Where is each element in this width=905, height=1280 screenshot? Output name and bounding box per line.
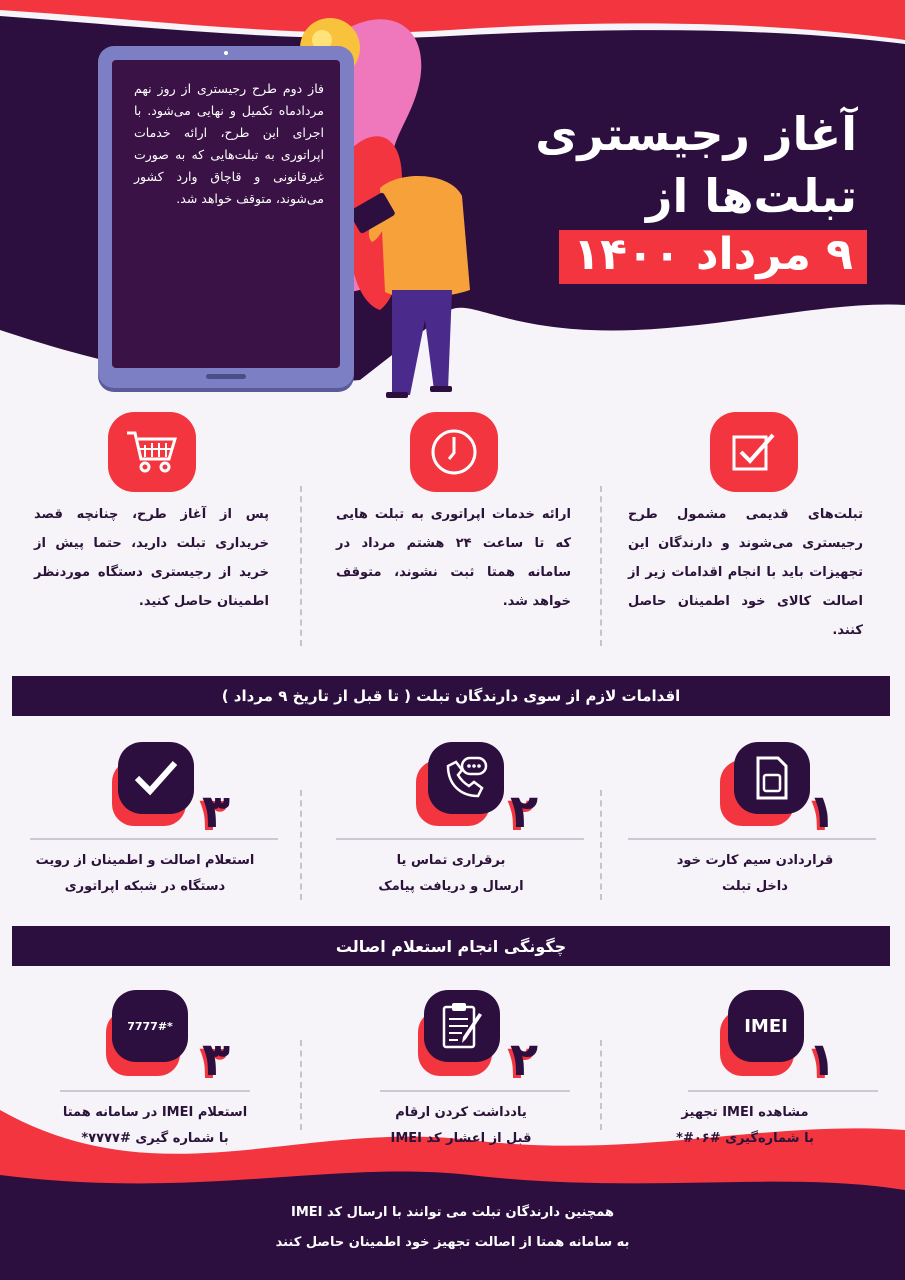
step3-text — [20, 1100, 290, 1152]
step2-number: ۲ — [510, 784, 539, 838]
intro-icon-box-3 — [108, 412, 196, 492]
step1-number: ۱ — [808, 1032, 837, 1086]
intro-icon-box-2 — [410, 412, 498, 492]
imei-icon: IMEI — [728, 990, 804, 1062]
step3-number: ۳ — [202, 784, 231, 838]
clipboard-icon-box — [424, 990, 500, 1062]
ussd-code-icon: *7777# — [112, 990, 188, 1062]
divider — [30, 838, 278, 840]
clock-icon — [429, 427, 479, 477]
phone-message-icon — [442, 754, 490, 802]
step2-number: ۲ — [510, 1032, 539, 1086]
tablet-home-bar — [206, 374, 246, 379]
intro-text-2: ارائه خدمات اپراتوری به تبلت هایی که تا ساعت ۲۴ هشتم مرداد در سامانه همتا ثبت نشوند، متوقف خواهد شد. — [336, 507, 571, 609]
title-date: ۹ مرداد ۱۴۰۰ — [559, 230, 867, 284]
divider — [336, 838, 584, 840]
clipboard-pen-icon — [438, 1001, 486, 1051]
divider — [380, 1090, 570, 1092]
step1-number: ۱ — [808, 784, 837, 838]
intro-icon-box-1 — [710, 412, 798, 492]
divider — [60, 1090, 250, 1092]
divider — [300, 1040, 302, 1130]
step3-line2: دستگاه در شبکه اپراتوری — [64, 879, 226, 894]
step2-text — [316, 848, 586, 900]
step3-number: ۳ — [202, 1032, 231, 1086]
step2-line2: قبل از اعشار کد IMEI — [390, 1131, 532, 1146]
intro-text-3: پس از آغاز طرح، چنانچه قصد خریداری تبلت دارید، حتما پیش از خرید از رجیستری دستگاه موردنظر اطمینان حاصل کنید. — [34, 507, 269, 609]
title-line-2: تبلت‌ها از — [646, 169, 857, 223]
section2-banner: چگونگی انجام استعلام اصالت — [12, 926, 890, 966]
step2-line1: برقراری تماس یا — [396, 853, 506, 868]
step3-line2: با شماره گیری #۷۷۷۷* — [81, 1131, 229, 1146]
title-line-1: آغاز رجیستری — [535, 107, 857, 161]
tablet-illustration — [98, 46, 354, 388]
tablet-screen — [112, 60, 340, 368]
step3-text — [10, 848, 280, 900]
step3-line1: استعلام IMEI در سامانه همتا — [62, 1105, 248, 1120]
checkbox-icon — [731, 431, 777, 473]
divider — [688, 1090, 878, 1092]
sim-card-icon — [755, 755, 789, 801]
step2-line1: یادداشت کردن ارقام — [395, 1105, 527, 1120]
tablet-paragraph: فاز دوم طرح رجیستری از روز نهم مردادماه تکمیل و نهایی می‌شود. با اجرای این طرح، ارائه خدمات اپراتوری به تبلت‌هایی که به صورت غیرقانونی و قاچاق وارد کشور می‌شوند، متوقف خواهد شد. — [134, 81, 324, 206]
step2-text — [326, 1100, 596, 1152]
shopping-cart-icon — [125, 429, 179, 475]
intro-text-1: تبلت‌های قدیمی مشمول طرح رجیستری می‌شوند و دارندگان این تجهیزات باید با انجام اقدامات زیر از اصالت کالای خود اطمینان حاصل کنند. — [628, 507, 863, 638]
footer-note — [100, 1198, 805, 1258]
footer-line1: همچنین دارندگان تبلت می توانند با ارسال کد IMEI — [290, 1205, 615, 1220]
step2-line2: ارسال و دریافت پیامک — [378, 879, 524, 894]
step1-text — [620, 848, 890, 900]
divider — [600, 486, 602, 646]
section1-banner: اقدامات لازم از سوی دارندگان تبلت ( تا قبل از تاریخ ۹ مرداد ) — [12, 676, 890, 716]
divider — [600, 1040, 602, 1130]
divider — [628, 838, 876, 840]
divider — [300, 790, 302, 900]
step1-line1: قراردادن سیم کارت خود — [676, 853, 834, 868]
checkmark-icon — [133, 758, 179, 798]
step3-line1: استعلام اصالت و اطمینان از رویت — [35, 853, 255, 868]
divider — [600, 790, 602, 900]
step1-text — [610, 1100, 880, 1152]
step1-line2: با شماره‌گیری #۰۶#* — [676, 1131, 814, 1146]
step2-icon — [428, 742, 504, 814]
step3-icon — [118, 742, 194, 814]
footer-line2: به سامانه همتا از اصالت تجهیز خود اطمینان حاصل کنند — [275, 1235, 630, 1250]
step1-line1: مشاهده IMEI تجهیز — [681, 1105, 809, 1120]
step1-line2: داخل تبلت — [722, 879, 788, 894]
tablet-camera — [224, 51, 228, 55]
step1-icon — [734, 742, 810, 814]
divider — [300, 486, 302, 646]
